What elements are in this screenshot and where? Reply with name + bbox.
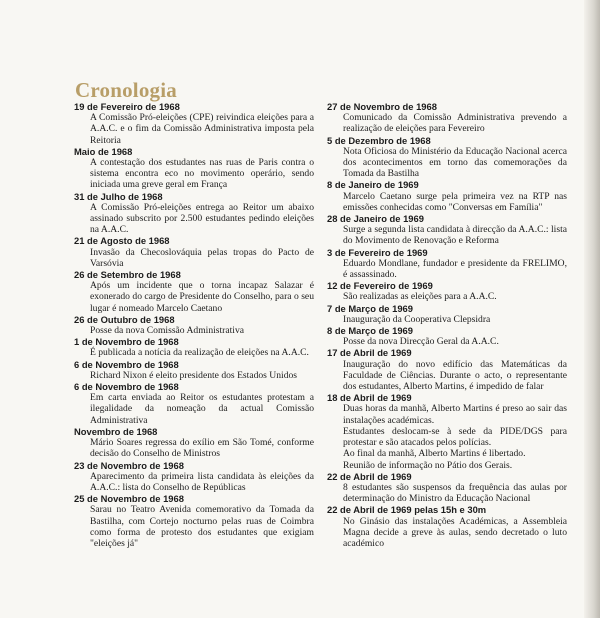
entry-date: 31 de Julho de 1968	[74, 190, 163, 202]
entry-text	[327, 146, 567, 180]
entry-text	[74, 202, 314, 236]
entry-date: 25 de Novembro de 1968	[74, 493, 184, 505]
timeline-entry	[74, 314, 314, 336]
entry-date: 6 de Novembro de 1968	[74, 381, 179, 393]
timeline-entry	[74, 359, 314, 381]
entry-paragraph: No Ginásio das instalações Académicas, a Assembleia Magna decide a greve às aulas, sendo decretado o luto académico	[343, 515, 567, 549]
entry-paragraph: Marcelo Caetano surge pela primeira vez na RTP nas emissões conhecidas como "Conversas em Família"	[343, 190, 567, 213]
timeline-entry	[74, 269, 314, 314]
entry-text	[327, 191, 567, 213]
entry-paragraph: É publicada a notícia da realização de eleições na A.A.C.	[90, 347, 309, 359]
entry-date: 22 de Abril de 1969 pelas 15h e 30m	[327, 504, 487, 516]
entry-text	[327, 359, 567, 393]
entry-paragraph: Mário Soares regressa do exílio em São Tomé, conforme decisão do Conselho de Ministros	[90, 437, 314, 460]
timeline-entry	[74, 336, 314, 358]
entry-text	[74, 157, 314, 191]
timeline-entry	[74, 381, 314, 426]
entry-paragraph: Posse da nova Direcção Geral da A.A.C.	[343, 336, 499, 348]
entry-date: 5 de Dezembro de 1968	[327, 134, 431, 146]
entry-paragraph: A Comissão Pró-eleições (CPE) reivindica eleições para a A.A.C. e o fim da Comissão Administrativa imposta pela Reitoria	[90, 112, 314, 146]
entry-paragraph: A Comissão Pró-eleições entrega ao Reitor um abaixo assinado subscrito por 2.500 estudantes pedindo eleições na A.A.C.	[90, 201, 314, 236]
entry-paragraph: Posse da nova Comissão Administrativa	[90, 325, 245, 337]
entry-date: 3 de Fevereiro de 1969	[327, 246, 428, 258]
timeline-entry	[327, 280, 567, 302]
timeline-entry	[74, 101, 314, 146]
entry-paragraph: Estudantes deslocam-se à sede da PIDE/DGS para protestar e são atacados pelos polícias.	[343, 425, 567, 449]
entry-paragraph: Eduardo Mondlane, fundador e presidente da FRELIMO, é assassinado.	[343, 257, 567, 281]
entry-date: 17 de Abril de 1969	[327, 347, 412, 359]
entry-date: 26 de Setembro de 1968	[74, 269, 181, 281]
entry-text	[74, 370, 314, 381]
entry-paragraph: Aparecimento da primeira lista candidata às eleições da A.A.C.: lista do Conselho de Repúblicas	[90, 470, 314, 493]
entry-text	[74, 325, 314, 336]
page-title: Cronologia	[75, 78, 177, 103]
timeline-column-left	[74, 101, 314, 549]
entry-text	[74, 280, 314, 314]
entry-date: 26 de Outubro de 1968	[74, 313, 175, 325]
entry-paragraph: Surge a segunda lista candidata à direcção da A.A.C.: lista do Movimento de Renovação e Reforma	[343, 224, 567, 247]
timeline-entry	[74, 460, 314, 494]
timeline-entry	[327, 303, 567, 325]
entry-paragraph: Nota Oficiosa do Ministério da Educação Nacional acerca dos acontecimentos em torno das comemorações da Tomada da Bastilha	[343, 145, 567, 180]
entry-paragraph: Comunicado da Comissão Administrativa prevendo a realização de eleições para Fevereiro	[343, 112, 567, 135]
entry-text	[74, 247, 314, 269]
entry-date: 23 de Novembro de 1968	[74, 459, 184, 471]
entry-text	[327, 112, 567, 134]
entry-date: 1 de Novembro de 1968	[74, 336, 179, 348]
entry-date: 28 de Janeiro de 1969	[327, 213, 424, 225]
timeline-entry	[74, 493, 314, 549]
entry-paragraph: Inauguração do novo edifício das Matemáticas da Faculdade de Ciências. Durante o acto, o representante dos estudantes, Alberto Martins, é impedido de falar	[343, 358, 567, 393]
timeline-entry	[327, 347, 567, 392]
entry-paragraph: São realizadas as eleições para a A.A.C.	[343, 291, 497, 303]
entry-paragraph: Inauguração da Cooperativa Clepsidra	[343, 313, 491, 325]
entry-text	[327, 482, 567, 504]
entry-text	[327, 258, 567, 280]
timeline-entry	[327, 213, 567, 247]
timeline-entry	[327, 179, 567, 213]
entry-date: Maio de 1968	[74, 145, 133, 157]
entry-date: 12 de Fevereiro de 1969	[327, 280, 433, 292]
timeline-entry	[327, 101, 567, 135]
timeline-entry	[327, 504, 567, 549]
entry-date: Novembro de 1968	[74, 425, 158, 437]
entry-text	[327, 314, 567, 325]
timeline-entry	[74, 191, 314, 236]
entry-paragraph: A contestação dos estudantes nas ruas de Paris contra o sistema encontra eco no movimento operário, sendo iniciada uma greve geral em França	[90, 157, 314, 191]
timeline-entry	[327, 392, 567, 470]
entry-text	[74, 347, 314, 358]
timeline-entry	[327, 325, 567, 347]
entry-date: 21 de Agosto de 1968	[74, 235, 170, 247]
entry-paragraph: Em carta enviada ao Reitor os estudantes protestam a ilegalidade da nomeação da actual Comissão Administrativa	[90, 392, 314, 426]
entry-paragraph: Richard Nixon é eleito presidente dos Estados Unidos	[90, 369, 298, 381]
timeline-entry	[327, 471, 567, 505]
timeline-column-right	[327, 101, 567, 549]
book-spine-shadow	[584, 0, 600, 618]
timeline-entry	[74, 146, 314, 191]
entry-date: 7 de Março de 1969	[327, 302, 413, 314]
entry-date: 27 de Novembro de 1968	[327, 101, 437, 112]
timeline-entry	[74, 235, 314, 269]
timeline-entry	[74, 426, 314, 460]
timeline-entry	[327, 135, 567, 180]
entry-text	[327, 224, 567, 246]
entry-date: 22 de Abril de 1969	[327, 470, 412, 482]
entry-date: 8 de Janeiro de 1969	[327, 179, 419, 191]
entry-date: 8 de Março de 1969	[327, 325, 413, 337]
entry-paragraph: Reunião de informação no Pátio dos Gerais.	[343, 459, 513, 471]
entry-text	[74, 392, 314, 426]
entry-text	[327, 403, 567, 470]
entry-date: 19 de Fevereiro de 1968	[74, 101, 180, 112]
entry-paragraph: Duas horas da manhã, Alberto Martins é preso ao sair das instalações académicas.	[343, 403, 567, 426]
entry-text	[327, 516, 567, 550]
entry-paragraph: Sarau no Teatro Avenida comemorativo da Tomada da Bastilha, com Cortejo nocturno pelas ruas de Coimbra como forma de protesto dos estudantes que exigiam "eleições já"	[90, 504, 314, 549]
entry-text	[74, 112, 314, 146]
entry-paragraph: Invasão da Checoslováquia pelas tropas do Pacto de Varsóvia	[90, 246, 314, 269]
entry-text	[327, 336, 567, 347]
entry-text	[74, 471, 314, 493]
entry-paragraph: Após um incidente que o torna incapaz Salazar é exonerado do cargo de Presidente do Conselho, para o seu lugar é nomeado Marcelo Caetano	[90, 280, 314, 314]
entry-date: 6 de Novembro de 1968	[74, 358, 179, 370]
timeline-entry	[327, 247, 567, 281]
entry-text	[74, 504, 314, 549]
entry-date: 18 de Abril de 1969	[327, 392, 412, 404]
entry-paragraph: Ao final da manhã, Alberto Martins é libertado.	[343, 448, 526, 460]
entry-text	[74, 437, 314, 459]
entry-paragraph: 8 estudantes são suspensos da frequência das aulas por determinação do Ministro da Educação Nacional	[343, 481, 567, 505]
entry-text	[327, 291, 567, 302]
